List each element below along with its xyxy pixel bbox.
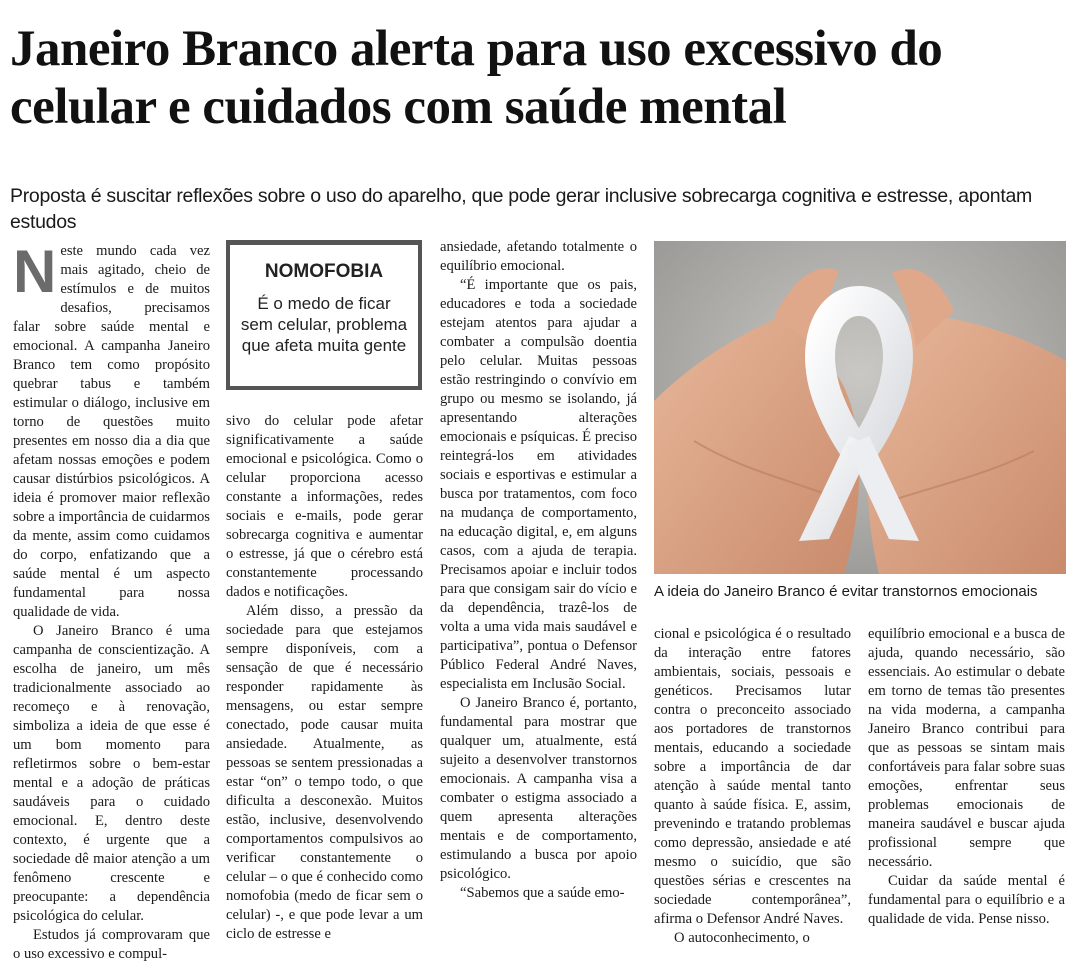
ribbon-hands-photo <box>654 241 1066 574</box>
paragraph: O autoconhecimento, o <box>674 930 810 946</box>
paragraph: “Sabemos que a saúde emo- <box>460 885 625 901</box>
subheadline: Proposta é suscitar reflexões sobre o uso do aparelho, que pode gerar inclusive sobrecarga cognitiva e estresse, apontam estudos <box>10 185 1032 233</box>
nomofobia-box <box>226 240 422 390</box>
paragraph: ansiedade, afetando totalmente o equilíbrio emocional. <box>440 239 637 274</box>
paragraph: Neste mundo cada vez mais agitado, cheio de estímulos e de muitos desafios, precisamos falar sobre saúde mental e emocional. A campanha Janeiro Branco tem como propósito quebrar tabus e também estimular o diálogo, inclusive em torno de questões muito presentes em nosso dia a dia que afetam nossas emoções e podem causar distúrbios psicológicos. A ideia é promover maior reflexão sobre a importância de cuidarmos da mente, assim como cuidamos do corpo, enfatizando que a saúde mental é um aspecto fundamental para nossa qualidade de vida. <box>13 238 210 620</box>
article-column-2 <box>226 412 423 944</box>
box-text: É o medo de ficar sem celular, problema que afeta muita gente <box>240 294 408 355</box>
paragraph: equilíbrio emocional e a busca de ajuda, quando necessário, são essenciais. Ao estimular o debate em torno de temas tão presentes na vida moderna, a campanha Janeiro Branco contribui para que as pessoas se sintam mais confortáveis para falar sobre suas emoções, enfrentar seus problemas emocionais de maneira saudável e buscar ajuda profissional sempre que necessário. <box>868 626 1065 870</box>
headline: Janeiro Branco alerta para uso excessivo do celular e cuidados com saúde mental <box>10 21 943 135</box>
photo-caption: A ideia do Janeiro Branco é evitar transtornos emocionais <box>654 583 1038 600</box>
article-column-5 <box>868 625 1065 929</box>
article-column-1 <box>13 238 210 964</box>
paragraph: O Janeiro Branco é uma campanha de conscientização. A escolha de janeiro, um mês tradicionalmente associado ao recomeço e à renovação, simboliza a ideia de que esse é um bom momento para refletirmos sobre o bem-estar mental e a adoção de práticas saudáveis para o cuidado emocional. E, dentro deste contexto, é urgente que a sociedade dê maior atenção a um fenômeno crescente e preocupante: a dependência psicológica do celular. <box>13 623 210 924</box>
paragraph: sivo do celular pode afetar significativamente a saúde emocional e psicológica. Como o celular proporciona acesso constante a informações, redes sociais e e-mails, pode gerar sobrecarga cognitiva e aumentar o estresse, já que o cérebro está constantemente processando dados e notificações. <box>226 413 423 600</box>
paragraph: Cuidar da saúde mental é fundamental para o equilíbrio e a qualidade de vida. Pense nisso. <box>868 873 1065 927</box>
box-title: NOMOFOBIA <box>264 261 384 282</box>
paragraph: “É importante que os pais, educadores e toda a sociedade estejam atentos para ajudar a combater a compulsão doentia pelo celular. Muitas pessoas estão restringindo o convívio em grupo ou mesmo se isolando, já apresentando alterações emocionais e psíquicas. É preciso reintegrá-los em atividades sociais e esportivas e estimular a busca por tratamentos, com foco na mudança de comportamento, na educação digital, e, em alguns casos, com a ajuda de terapia. Precisamos apoiar e incluir todos para que consigam sair do vício e da dependência, trazê-los de volta a uma vida mais saudável e participativa”, pontua o Defensor Público Federal André Naves, especialista em Inclusão Social. <box>440 277 637 692</box>
photo-illustration <box>654 241 1066 574</box>
article-column-3 <box>440 238 637 903</box>
paragraph: O Janeiro Branco é, portanto, fundamental para mostrar que qualquer um, atualmente, está sujeito a desenvolver transtornos emocionais. A campanha visa a combater o estigma associado a quem apresenta alterações mentais e de comportamento, estimulando a busca por apoio psicológico. <box>440 695 637 882</box>
paragraph: Além disso, a pressão da sociedade para que estejamos sempre disponíveis, com a sensação de que é necessário responder rapidamente às mensagens, ou estar sempre conectado, pode causar muita ansiedade. Atualmente, as pessoas se sentem pressionadas a estar “on” o tempo todo, o que dificulta a desconexão. Muitos estão, inclusive, desenvolvendo comportamentos compulsivos ao verificar constantemente o celular – o que é conhecido como nomofobia (medo de ficar sem o celular) -, e que pode levar a um ciclo de estresse e <box>226 603 423 942</box>
paragraph: Estudos já comprovaram que o uso excessivo e compul- <box>13 927 210 962</box>
article-column-4 <box>654 625 851 948</box>
paragraph: cional e psicológica é o resultado da interação entre fatores ambientais, sociais, pessoais e genéticos. Precisamos lutar contra o preconceito associado aos portadores de transtornos mentais, educando a sociedade sobre a importância de dar atenção à saúde mental tanto quanto à saúde física. E, assim, prevenindo e tratando problemas como depressão, ansiedade e até mesmo o suicídio, que são questões sérias e crescentes na sociedade contemporânea”, afirma o Defensor André Naves. <box>654 626 851 927</box>
drop-cap: N <box>13 238 57 305</box>
